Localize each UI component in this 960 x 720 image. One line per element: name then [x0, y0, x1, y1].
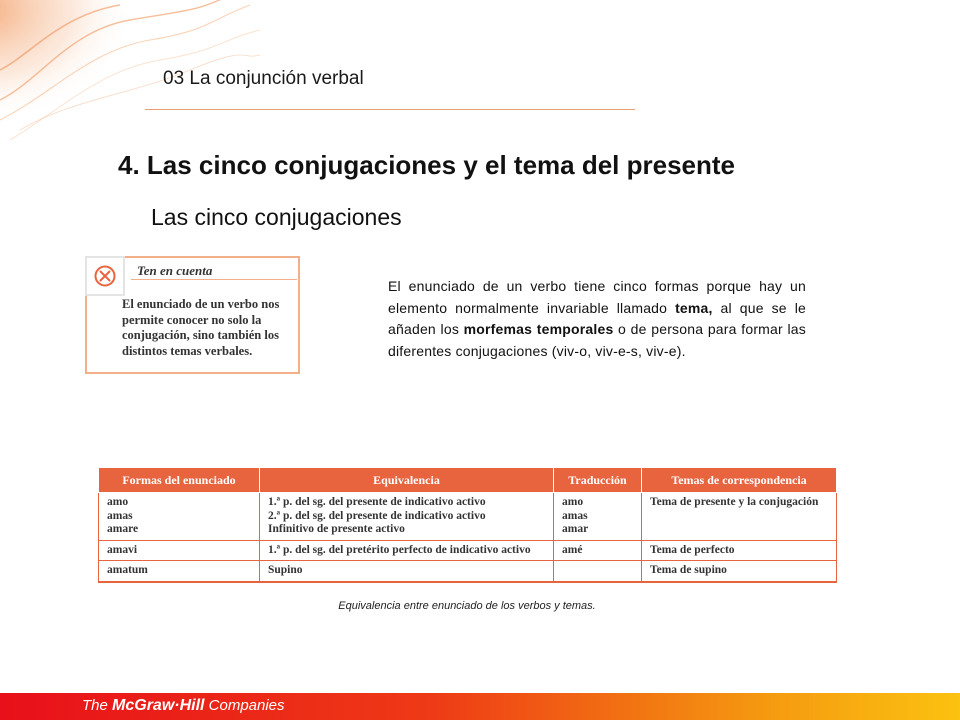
note-icon-frame: [85, 256, 125, 296]
table-row: [99, 540, 837, 561]
traduccion-line: amé: [562, 543, 583, 556]
traduccion-line: amar: [562, 523, 589, 535]
brand-name: McGraw·Hill: [112, 697, 205, 714]
term-morfemas: morfemas temporales: [463, 321, 614, 337]
header-temas: Temas de correspondencia: [642, 468, 837, 493]
chapter-divider: [145, 109, 635, 110]
traduccion-line: amas: [562, 509, 588, 522]
cell-forma: [99, 540, 260, 561]
note-box: [85, 256, 300, 374]
table-row: [99, 561, 837, 582]
cell-equivalencia: [260, 493, 554, 541]
paragraph-text-3: o de persona para formar las diferentes conjugaciones (viv-o, viv-e-s, viv-e).: [388, 321, 806, 359]
footer-bar: [0, 693, 960, 720]
table-caption: Equivalencia entre enunciado de los verbos y temas.: [338, 600, 596, 612]
forma-line: amas: [107, 509, 133, 522]
chapter-title: 03 La conjunción verbal: [163, 68, 364, 89]
note-heading: Ten en cuenta: [137, 263, 213, 278]
brand-the: The: [82, 697, 113, 714]
brand-logo: [82, 697, 285, 715]
forma-line: amatum: [107, 564, 148, 576]
body-paragraph: [388, 276, 806, 362]
cell-traduccion: [554, 493, 642, 541]
term-tema: tema,: [675, 299, 713, 316]
traduccion-line: amo: [562, 496, 584, 508]
cell-forma: [99, 561, 260, 582]
table-header-row: [99, 468, 837, 493]
section-title: 4. Las cinco conjugaciones y el tema del presente: [118, 150, 736, 180]
cell-traduccion: [554, 561, 642, 582]
close-circle-icon: [93, 264, 117, 288]
brand-companies: Companies: [204, 697, 285, 714]
paragraph-text-2: al que se le añaden los: [388, 299, 806, 337]
forma-line: amare: [107, 523, 139, 535]
equivalencia-line: 1.ª p. del sg. del presente de indicativo activo: [268, 496, 486, 508]
conjugation-table-wrapper: [98, 468, 836, 583]
forma-line: amo: [107, 496, 129, 508]
cell-equivalencia: [260, 561, 554, 582]
cell-traduccion: [554, 540, 642, 561]
paragraph-text-1: El enunciado de un verbo tiene cinco formas porque hay un elemento normalmente invariable llamado: [388, 278, 806, 316]
note-heading-divider: [131, 279, 297, 280]
subsection-title: Las cinco conjugaciones: [151, 204, 402, 230]
cell-equivalencia: [260, 540, 554, 561]
cell-forma: [99, 493, 260, 541]
cell-tema: Tema de presente y la conjugación: [642, 493, 837, 541]
conjugation-table: [98, 468, 837, 583]
equivalencia-line: Infinitivo de presente activo: [268, 523, 405, 535]
equivalencia-line: 1.ª p. del sg. del pretérito perfecto de indicativo activo: [268, 543, 531, 556]
forma-line: amavi: [107, 543, 138, 556]
header-formas: Formas del enunciado: [99, 468, 260, 493]
cell-tema: Tema de perfecto: [642, 540, 837, 561]
equivalencia-line: Supino: [268, 564, 303, 576]
note-text: El enunciado de un verbo nos permite conocer no solo la conjugación, sino también los distintos temas verbales.: [122, 297, 280, 358]
header-equivalencia: Equivalencia: [260, 468, 554, 493]
equivalencia-line: 2.ª p. del sg. del presente de indicativo activo: [268, 509, 486, 522]
cell-tema: Tema de supino: [642, 561, 837, 582]
table-row: [99, 493, 837, 541]
header-traduccion: Traducción: [554, 468, 642, 493]
